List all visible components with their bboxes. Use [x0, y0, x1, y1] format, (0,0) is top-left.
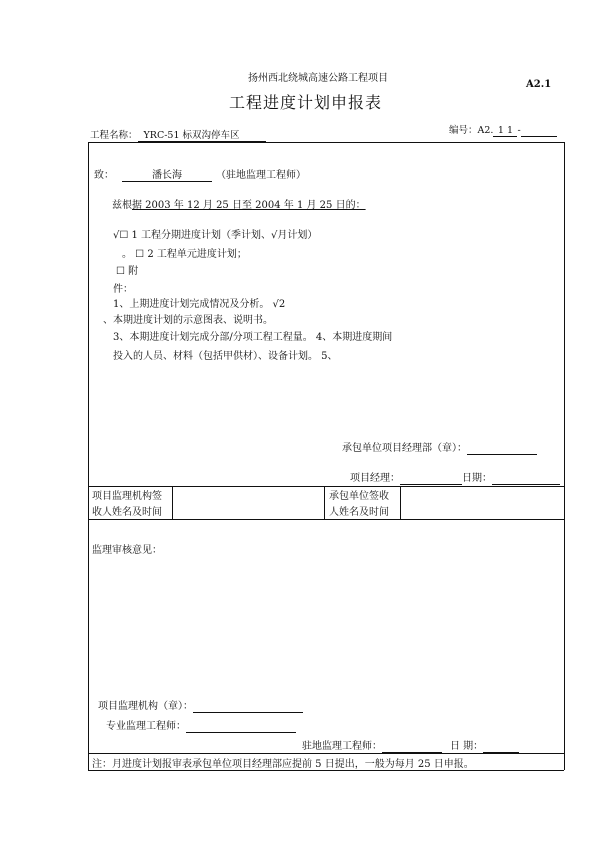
supervisor-sign-line-1: 项目监理机构签 — [92, 491, 162, 502]
receipt-divider-2 — [324, 486, 325, 519]
form-code: A2.1 — [526, 79, 552, 90]
engineer-blank — [186, 721, 296, 733]
item-2: 。 ☐ 2 工程单元进度计划； — [122, 249, 247, 260]
engineer-line — [106, 717, 296, 733]
table-right-border — [564, 142, 565, 770]
basis-prefix: 兹根 — [112, 200, 132, 211]
list-line-1: 1、上期进度计划完成情况及分析。 √2 — [113, 299, 286, 310]
pm-date-blank — [492, 473, 560, 485]
contractor-dept-label: 承包单位项目经理部（章）： — [342, 443, 467, 454]
basis-line — [112, 196, 366, 211]
project-name: 扬州西北绕城高速公路工程项目 — [248, 73, 388, 84]
supervisor-sign-label — [92, 489, 162, 521]
contractor-dept-line — [342, 439, 537, 455]
number-label: 编号：A2. — [449, 125, 494, 136]
pm-blank — [400, 473, 462, 485]
note: 注：月进度计划报审表承包单位项目经理部应提前 5 日提出，一般为每月 25 日申报。 — [92, 759, 474, 770]
to-role: （驻地监理工程师） — [216, 170, 306, 181]
contractor-sign-label — [329, 489, 389, 521]
opinion-label: 监理审核意见： — [92, 545, 162, 556]
project-label: 工程名称： — [90, 130, 138, 141]
to-label: 致： — [94, 170, 114, 181]
number-suffix-blank — [521, 125, 557, 137]
list-line-3: 3、本期进度计划完成分部/分项工程工程量。 4、本期进度期间 — [113, 332, 393, 343]
receipt-divider-1 — [172, 486, 173, 519]
basis-text: 据 2003 年 12 月 25 日至 2004 年 1 月 25 日的： — [132, 200, 366, 211]
number-value: 1 1 — [493, 125, 517, 137]
table-left-border — [88, 142, 89, 770]
contractor-sign-line-2: 人姓名及时间 — [329, 507, 389, 518]
table-top-border — [88, 142, 564, 143]
attach-mark: ☐ 附 — [116, 266, 139, 277]
receipt-divider-3 — [400, 486, 401, 519]
attach-label: 件： — [113, 284, 133, 295]
org-line — [98, 697, 303, 713]
pm-line — [350, 469, 560, 485]
number-field — [449, 122, 557, 137]
resident-line — [302, 737, 519, 753]
table-bottom-border — [88, 770, 564, 771]
resident-date-blank — [483, 741, 519, 753]
to-line — [94, 166, 306, 182]
body-bottom-border — [88, 486, 564, 487]
pm-label: 项目经理： — [350, 473, 400, 484]
number-dash: - — [517, 125, 521, 136]
resident-blank — [382, 741, 442, 753]
review-bottom-border — [88, 753, 564, 754]
project-value: YRC-51 标双沟停车区 — [138, 127, 266, 142]
item-1: √☐ 1 工程分期进度计划（季计划、√月计划） — [113, 230, 318, 241]
org-blank — [193, 701, 303, 713]
page-title: 工程进度计划申报表 — [229, 93, 383, 112]
pm-date-label: 日期： — [462, 473, 492, 484]
resident-label: 驻地监理工程师： — [302, 741, 382, 752]
to-name: 潘长海 — [122, 166, 212, 182]
list-line-2: 、本期进度计划的示意图表、说明书。 — [103, 315, 273, 326]
engineer-label: 专业监理工程师： — [106, 721, 186, 732]
list-line-4: 投入的人员、材料（包括甲供材）、设备计划。 5、 — [113, 351, 338, 362]
contractor-sign-line-1: 承包单位签收 — [329, 491, 389, 502]
contractor-dept-blank — [467, 443, 537, 455]
resident-date-label: 日 期： — [450, 741, 484, 752]
supervisor-sign-line-2: 收人姓名及时间 — [92, 507, 162, 518]
org-label: 项目监理机构（章）： — [98, 701, 193, 712]
project-field — [90, 127, 266, 142]
